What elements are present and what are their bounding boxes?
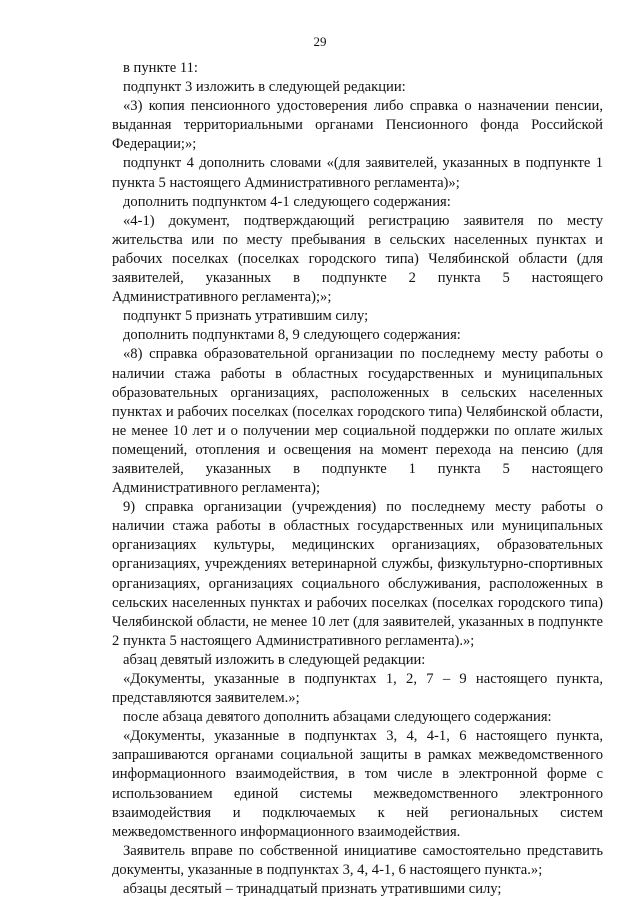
paragraph-subpoint-8-text: «8) справка образовательной организации по последнему месту работы о наличии стажа работы в областных государственных и муниципальных образовательных организациях, расположенных в сельских населенных пунктах и рабочих поселках (поселках городского типа) Челябинской области, не менее 10 лет и о получении мер социальной поддержки по оплате жилых помещений, отопления и освещения на момент перехода на пенсию (для заявителей, указанных в подпункте 1 пункта 5 настоящего Административного регламента); xyxy=(112,346,603,497)
paragraph-documents-requested: «Документы, указанные в подпунктах 3, 4, 4-1, 6 настоящего пункта, запрашиваются органами социальной защиты в рамках межведомственного информационного взаимодействия, в том числе в электронной форме с использованием единой системы межведомственного электронного взаимодействия и подключаемых к ней региональных систем межведомственного информационного взаимодействия. xyxy=(112,728,603,840)
page-number: 29 xyxy=(313,34,327,49)
paragraph-applicant-right: Заявитель вправе по собственной инициативе самостоятельно представить документы, указанные в подпунктах 3, 4, 4-1, 6 настоящего пункта.»; xyxy=(112,842,603,878)
paragraph-subpoint-5-void: подпункт 5 признать утратившим силу; xyxy=(123,308,369,325)
paragraph-point-11: в пункте 11: xyxy=(123,60,198,76)
document-body xyxy=(112,59,603,899)
paragraph-subpoint-3-text: «3) копия пенсионного удостоверения либо справка о назначении пенсии, выданная территориальными органами Пенсионного фонда Российской Федерации;»; xyxy=(112,98,603,153)
paragraph-after-ninth-add: после абзаца девятого дополнить абзацами следующего содержания: xyxy=(123,709,552,726)
paragraph-subpoints-8-9-add: дополнить подпунктами 8, 9 следующего содержания: xyxy=(123,327,461,344)
paragraph-subpoint-9-text: 9) справка организации (учреждения) по последнему месту работы о наличии стажа работы в областных государственных или муниципальных организациях культуры, медицинских организациях, образовательных организациях, учреждениях ветеринарной службы, физкультурно-спортивных организациях, организациях социального обслуживания, расположенных в сельских населенных пунктах и рабочих поселках (поселках городского типа) Челябинской области, не менее 10 лет (для заявителей, указанных в подпункте 2 пункта 5 настоящего Административного регламента).»; xyxy=(112,499,603,649)
paragraph-tenth-thirteenth-void: абзацы десятый – тринадцатый признать утратившими силу; xyxy=(123,881,502,898)
paragraph-subpoint-4-addition: подпункт 4 дополнить словами «(для заявителей, указанных в подпункте 1 пункта 5 настоящего Административного регламента)»; xyxy=(112,155,603,191)
paragraph-ninth-text: «Документы, указанные в подпунктах 1, 2, 7 – 9 настоящего пункта, представляются заявителем.»; xyxy=(112,671,603,707)
paragraph-subpoint-4-1-text: «4-1) документ, подтверждающий регистрацию заявителя по месту жительства или по месту пребывания в сельских населенных пунктах и рабочих поселках (поселках городского типа) Челябинской области (для заявителей, указанных в подпункте 2 пункта 5 настоящего Административного регламента);»; xyxy=(112,212,603,306)
paragraph-subpoint-4-1-add: дополнить подпунктом 4-1 следующего содержания: xyxy=(123,193,451,210)
paragraph-ninth-edit: абзац девятый изложить в следующей редакции: xyxy=(123,651,426,668)
paragraph-subpoint-3-edit: подпункт 3 изложить в следующей редакции: xyxy=(123,79,406,96)
